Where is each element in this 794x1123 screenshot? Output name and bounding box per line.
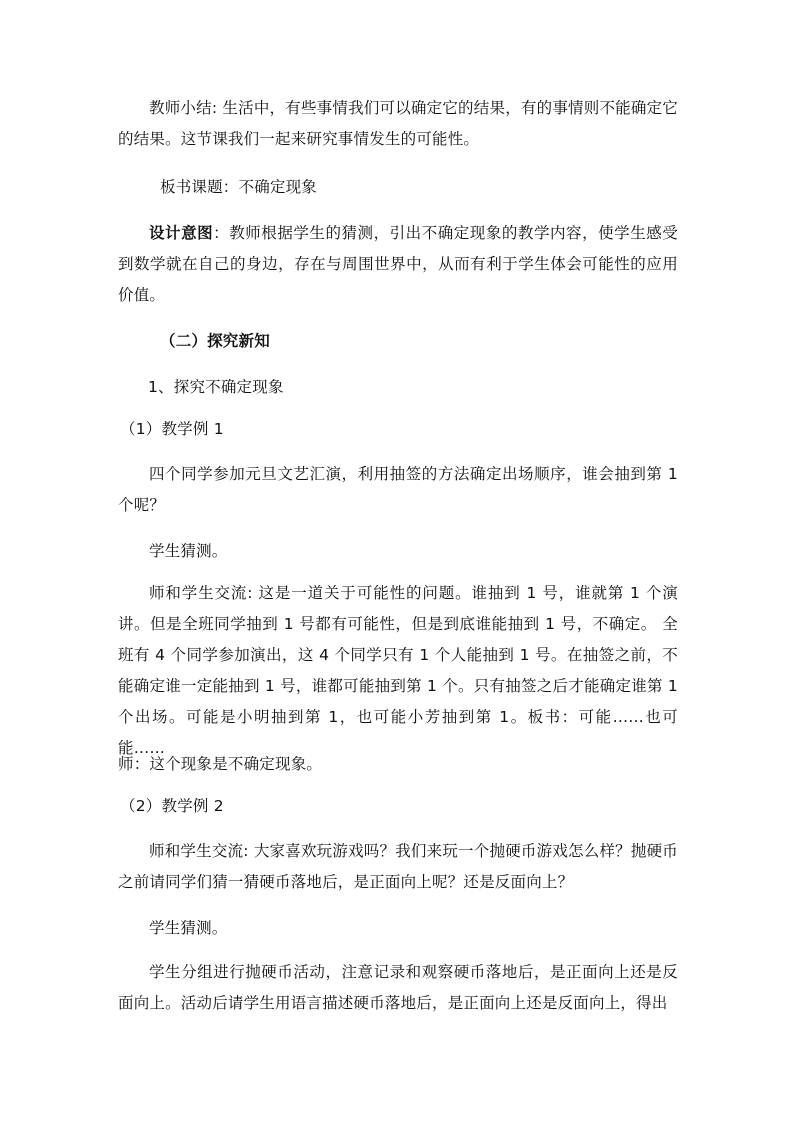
example-1-problem: 四个同学参加元旦文艺汇演，利用抽签的方法确定出场顺序，谁会抽到第 1 个呢？ bbox=[118, 465, 678, 514]
design-intent-paragraph bbox=[118, 218, 678, 311]
design-intent-label: 设计意图 bbox=[149, 224, 214, 242]
student-guess-1: 学生猜测。 bbox=[149, 542, 228, 560]
exchange-paragraph-1: 师和学生交流: 这是一道关于可能性的问题。谁抽到 1 号，谁就第 1 个演讲。但是全班同学抽到 1 号都有可能性，但是到底谁能抽到 1 号，不确定。 全班有 4 个同学参加演出，这 4 个同学只有 1 个人能抽到 1 号。在抽签之前，不能确定谁一定能抽到 1 号，谁都可能抽到第 1 个。只有抽签之后才能确定谁第 1 个出场。可能是小明抽到第 1，也可能小芳抽到第 1。板书：可能……也可能…… bbox=[118, 584, 678, 757]
coin-activity-paragraph: 学生分组进行抛硬币活动，注意记录和观察硬币落地后，是正面向上还是反面向上。活动后请学生用语言描述硬币落地后，是正面向上还是反面向上，得出 bbox=[118, 963, 678, 1012]
design-intent-text: ：教师根据学生的猜测，引出不确定现象的教学内容，使学生感受到数学就在自己的身边，存在与周围世界中，从而有利于学生体会可能性的应用价值。 bbox=[118, 224, 678, 304]
section-heading: （二）探究新知 bbox=[160, 332, 270, 350]
student-guess-2: 学生猜测。 bbox=[149, 919, 228, 937]
exchange-paragraph-2: 师和学生交流: 大家喜欢玩游戏吗？我们来玩一个抛硬币游戏怎么样？抛硬币之前请同学们猜一猜硬币落地后，是正面向上呢？还是反面向上？ bbox=[118, 842, 678, 891]
example-1-heading: （1）教学例 1 bbox=[120, 420, 224, 438]
board-title-line: 板书课题：不确定现象 bbox=[160, 178, 318, 196]
example-2-heading: （2）教学例 2 bbox=[120, 797, 224, 815]
uncertain-phenomenon-statement: 师：这个现象是不确定现象。 bbox=[118, 755, 323, 773]
teacher-summary-paragraph: 教师小结: 生活中，有些事情我们可以确定它的结果，有的事情则不能确定它的结果。这节课我们一起来研究事情发生的可能性。 bbox=[118, 99, 678, 148]
subsection-heading: 1、探究不确定现象 bbox=[148, 378, 284, 396]
